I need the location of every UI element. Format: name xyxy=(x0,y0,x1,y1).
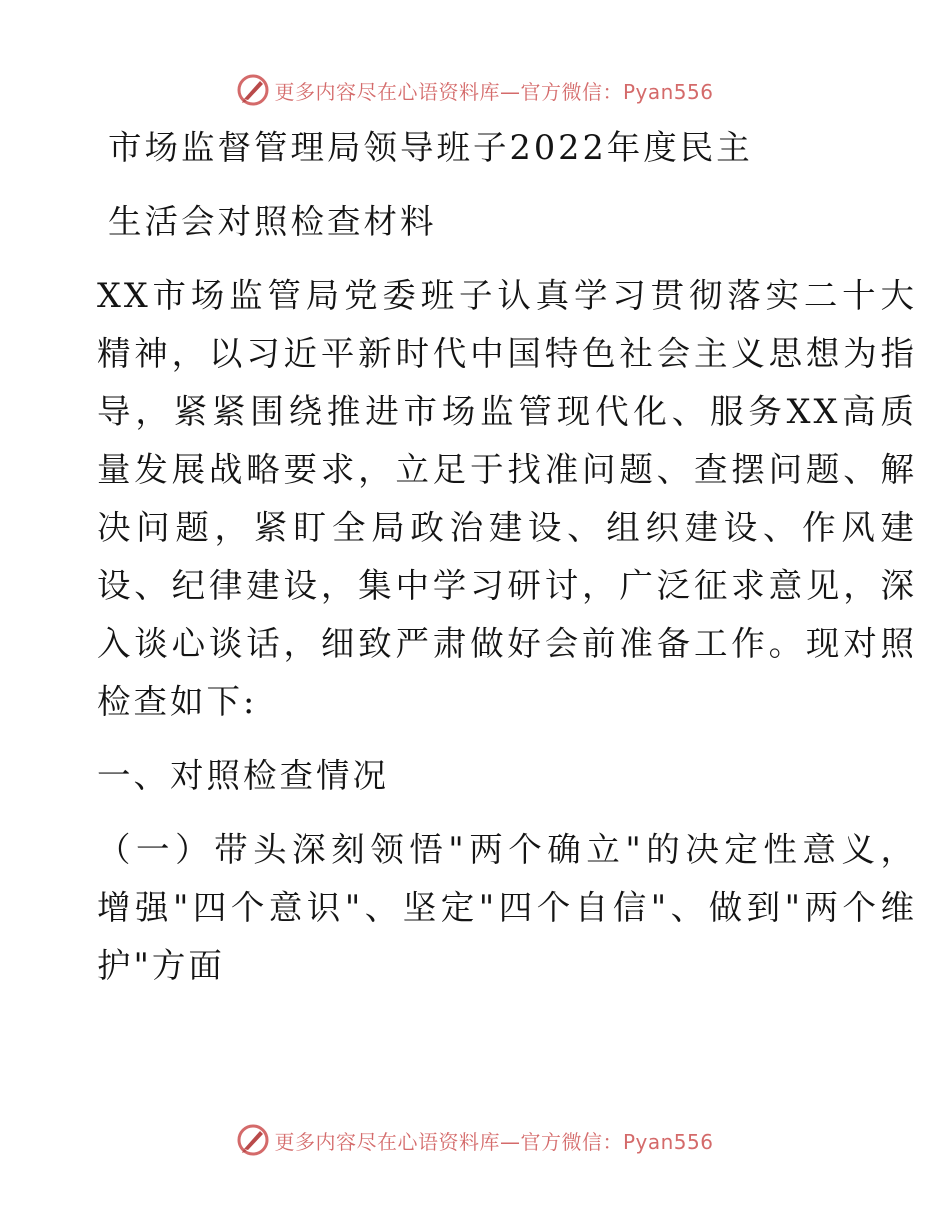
watermark-banner-bottom xyxy=(0,1120,950,1160)
watermark-text: 更多内容尽在心语资料库—官方微信：Pyan556 xyxy=(274,79,714,104)
feather-pen-logo-icon xyxy=(236,73,270,107)
document-title-line-2: 生活会对照检查材料 xyxy=(108,202,437,241)
intro-line-1: XX市场监管局党委班子认真学习贯彻落实二十大 xyxy=(97,276,917,315)
intro-line-6: 设、纪律建设，集中学习研讨，广泛征求意见，深 xyxy=(97,566,917,605)
watermark-banner-top xyxy=(0,70,950,110)
subsection-line-1: （一）带头深刻领悟"两个确立"的决定性意义， xyxy=(97,830,917,869)
subsection-line-2: 增强"四个意识"、坚定"四个自信"、做到"两个维 xyxy=(97,888,917,927)
watermark-text: 更多内容尽在心语资料库—官方微信：Pyan556 xyxy=(274,1129,714,1154)
intro-line-2: 精神，以习近平新时代中国特色社会主义思想为指 xyxy=(97,334,917,373)
feather-pen-logo-icon xyxy=(236,1123,270,1157)
intro-line-5: 决问题，紧盯全局政治建设、组织建设、作风建 xyxy=(97,508,917,547)
intro-line-8: 检查如下: xyxy=(97,682,258,721)
intro-line-7: 入谈心谈话，细致严肃做好会前准备工作。现对照 xyxy=(97,624,917,663)
intro-line-3: 导，紧紧围绕推进市场监管现代化、服务XX高质 xyxy=(97,392,917,431)
subsection-line-3: 护"方面 xyxy=(97,946,225,985)
section-heading: 一、对照检查情况 xyxy=(97,756,389,795)
intro-line-4: 量发展战略要求，立足于找准问题、查摆问题、解 xyxy=(97,450,917,489)
document-title-line-1: 市场监督管理局领导班子2022年度民主 xyxy=(108,128,753,167)
